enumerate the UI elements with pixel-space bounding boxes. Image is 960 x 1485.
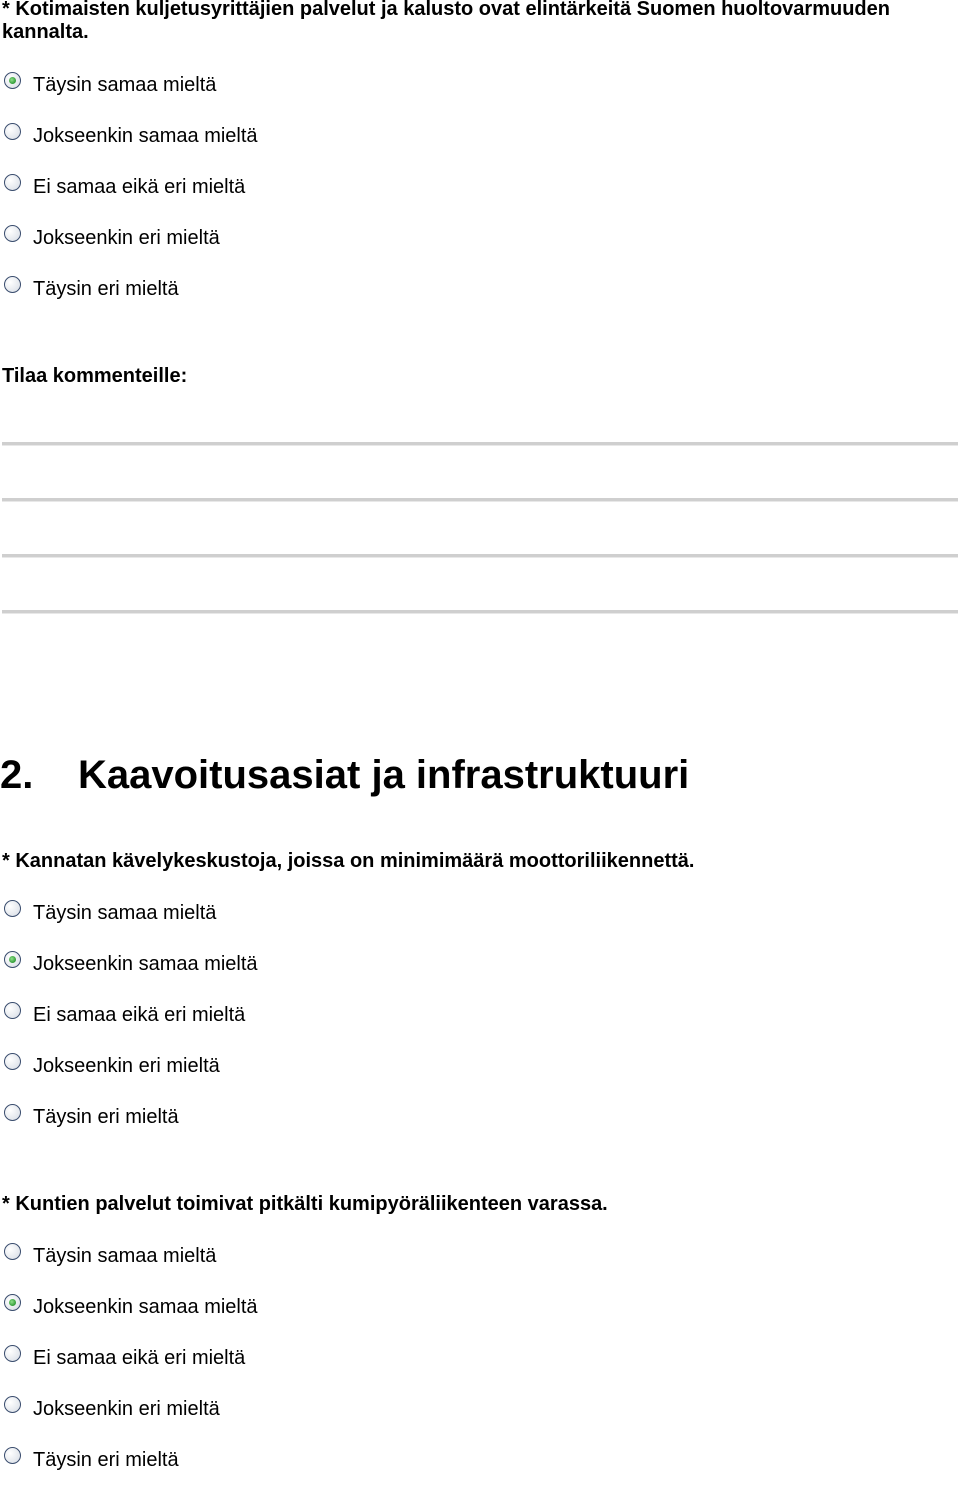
radio-button-selected-icon[interactable] <box>4 1294 21 1311</box>
radio-button-selected-icon[interactable] <box>4 72 21 89</box>
radio-button-icon[interactable] <box>4 1104 21 1121</box>
radio-option-label: Jokseenkin samaa mieltä <box>33 1295 258 1318</box>
section-number: 2. <box>0 753 34 797</box>
radio-option[interactable] <box>4 1281 258 1332</box>
radio-option-label: Ei samaa eikä eri mieltä <box>33 1346 246 1369</box>
radio-option-label: Jokseenkin eri mieltä <box>33 226 220 249</box>
radio-option-label: Jokseenkin eri mieltä <box>33 1397 220 1420</box>
radio-button-icon[interactable] <box>4 1243 21 1260</box>
section-heading <box>0 751 689 799</box>
question-3-text: * Kuntien palvelut toimivat pitkälti kumipyöräliikenteen varassa. <box>2 1193 608 1215</box>
radio-option[interactable] <box>4 1040 258 1091</box>
radio-button-icon[interactable] <box>4 1447 21 1464</box>
radio-selected-dot-icon <box>9 1299 16 1306</box>
radio-option[interactable] <box>4 263 258 314</box>
radio-option-label: Ei samaa eikä eri mieltä <box>33 175 246 198</box>
comments-label: Tilaa kommenteille: <box>2 365 188 387</box>
radio-option-label: Täysin eri mieltä <box>33 1105 179 1128</box>
radio-selected-dot-icon <box>9 956 16 963</box>
radio-option-label: Täysin eri mieltä <box>33 1448 179 1471</box>
radio-option[interactable] <box>4 1332 258 1383</box>
comment-line-1[interactable] <box>2 442 958 446</box>
radio-option-label: Täysin eri mieltä <box>33 277 179 300</box>
section-title: Kaavoitusasiat ja infrastruktuuri <box>78 753 690 797</box>
comment-line-4[interactable] <box>2 610 958 614</box>
radio-option-label: Ei samaa eikä eri mieltä <box>33 1003 246 1026</box>
radio-option[interactable] <box>4 1230 258 1281</box>
comment-line-3[interactable] <box>2 554 958 558</box>
radio-button-icon[interactable] <box>4 1396 21 1413</box>
radio-option[interactable] <box>4 938 258 989</box>
question-2-text: * Kannatan kävelykeskustoja, joissa on minimimäärä moottoriliikennettä. <box>2 850 695 872</box>
question-2-options <box>4 887 258 1142</box>
radio-option-label: Jokseenkin samaa mieltä <box>33 952 258 975</box>
radio-button-selected-icon[interactable] <box>4 951 21 968</box>
comment-line-2[interactable] <box>2 498 958 502</box>
radio-option[interactable] <box>4 1383 258 1434</box>
radio-selected-dot-icon <box>9 77 16 84</box>
radio-button-icon[interactable] <box>4 1053 21 1070</box>
radio-option[interactable] <box>4 1091 258 1142</box>
radio-option[interactable] <box>4 989 258 1040</box>
radio-option[interactable] <box>4 59 258 110</box>
radio-option-label: Täysin samaa mieltä <box>33 901 217 924</box>
radio-option[interactable] <box>4 212 258 263</box>
radio-option-label: Jokseenkin samaa mieltä <box>33 124 258 147</box>
radio-option[interactable] <box>4 887 258 938</box>
question-3-options <box>4 1230 258 1485</box>
radio-button-icon[interactable] <box>4 174 21 191</box>
radio-button-icon[interactable] <box>4 225 21 242</box>
radio-option-label: Täysin samaa mieltä <box>33 1244 217 1267</box>
question-1-options <box>4 59 258 314</box>
radio-option[interactable] <box>4 161 258 212</box>
radio-option-label: Jokseenkin eri mieltä <box>33 1054 220 1077</box>
question-1-text: * Kotimaisten kuljetusyrittäjien palvelut ja kalusto ovat elintärkeitä Suomen huoltovarmuuden kannalta. <box>2 0 890 43</box>
radio-option-label: Täysin samaa mieltä <box>33 73 217 96</box>
radio-button-icon[interactable] <box>4 1345 21 1362</box>
radio-option[interactable] <box>4 110 258 161</box>
radio-button-icon[interactable] <box>4 900 21 917</box>
radio-button-icon[interactable] <box>4 276 21 293</box>
radio-option[interactable] <box>4 1434 258 1485</box>
radio-button-icon[interactable] <box>4 1002 21 1019</box>
radio-button-icon[interactable] <box>4 123 21 140</box>
